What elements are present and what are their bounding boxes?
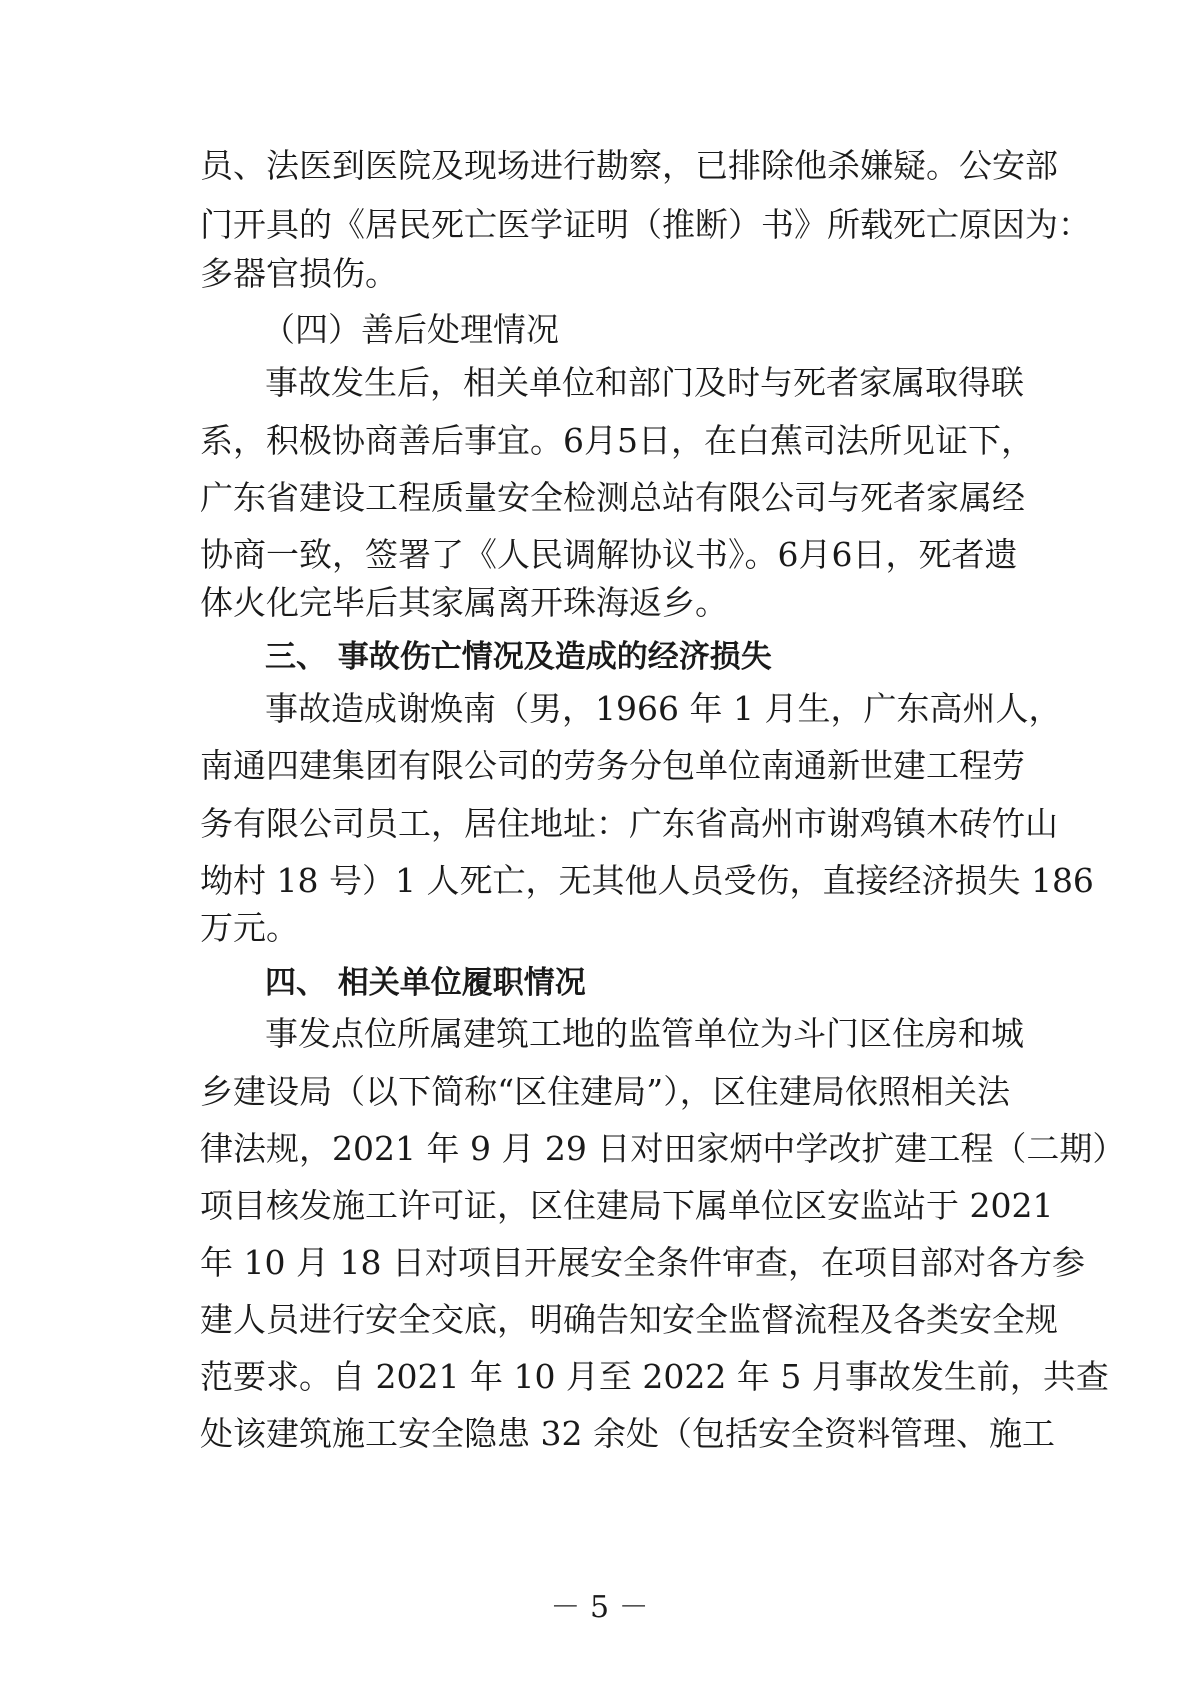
body-line: 坳村 18 号）1 人死亡，无其他人员受伤，直接经济损失 186 (200, 861, 1094, 900)
body-line: 乡建设局（以下简称“区住建局”），区住建局依照相关法 (200, 1072, 1010, 1111)
body-line: 务有限公司员工，居住地址：广东省高州市谢鸡镇木砖竹山 (200, 804, 1058, 843)
body-line: 建人员进行安全交底，明确告知安全监督流程及各类安全规 (200, 1300, 1058, 1339)
body-line: 万元。 (200, 908, 299, 947)
body-line: 年 10 月 18 日对项目开展安全条件审查，在项目部对各方参 (200, 1243, 1085, 1282)
body-line: 事发点位所属建筑工地的监管单位为斗门区住房和城 (265, 1014, 1024, 1053)
body-line: 体火化完毕后其家属离开珠海返乡。 (200, 583, 728, 622)
body-line: 范要求。自 2021 年 10 月至 2022 年 5 月事故发生前，共查 (200, 1357, 1109, 1396)
body-line: 协商一致，签署了《人民调解协议书》。6月6日，死者遗 (200, 535, 1018, 574)
page-number: － 5 － (550, 1590, 649, 1625)
body-line: 项目核发施工许可证，区住建局下属单位区安监站于 2021 (200, 1186, 1054, 1225)
body-line: 员、法医到医院及现场进行勘察，已排除他杀嫌疑。公安部 (200, 146, 1058, 185)
body-line: 系，积极协商善后事宜。6月5日，在白蕉司法所见证下， (200, 421, 1034, 460)
body-line: 律法规，2021 年 9 月 29 日对田家炳中学改扩建工程（二期） (200, 1129, 1126, 1168)
chapter-heading-3: 三、 事故伤亡情况及造成的经济损失 (265, 639, 772, 675)
body-line: 处该建筑施工安全隐患 32 余处（包括安全资料管理、施工 (200, 1414, 1055, 1453)
body-line: 事故发生后，相关单位和部门及时与死者家属取得联 (265, 363, 1024, 402)
body-line: 门开具的《居民死亡医学证明（推断）书》所载死亡原因为： (200, 205, 1091, 244)
body-line: 事故造成谢焕南（男，1966 年 1 月生，广东高州人， (265, 689, 1062, 728)
body-line: 多器官损伤。 (200, 254, 398, 293)
section-heading-4: （四）善后处理情况 (262, 310, 559, 349)
chapter-heading-4: 四、 相关单位履职情况 (265, 965, 586, 1001)
body-line: 南通四建集团有限公司的劳务分包单位南通新世建工程劳 (200, 746, 1025, 785)
body-line: 广东省建设工程质量安全检测总站有限公司与死者家属经 (200, 478, 1025, 517)
